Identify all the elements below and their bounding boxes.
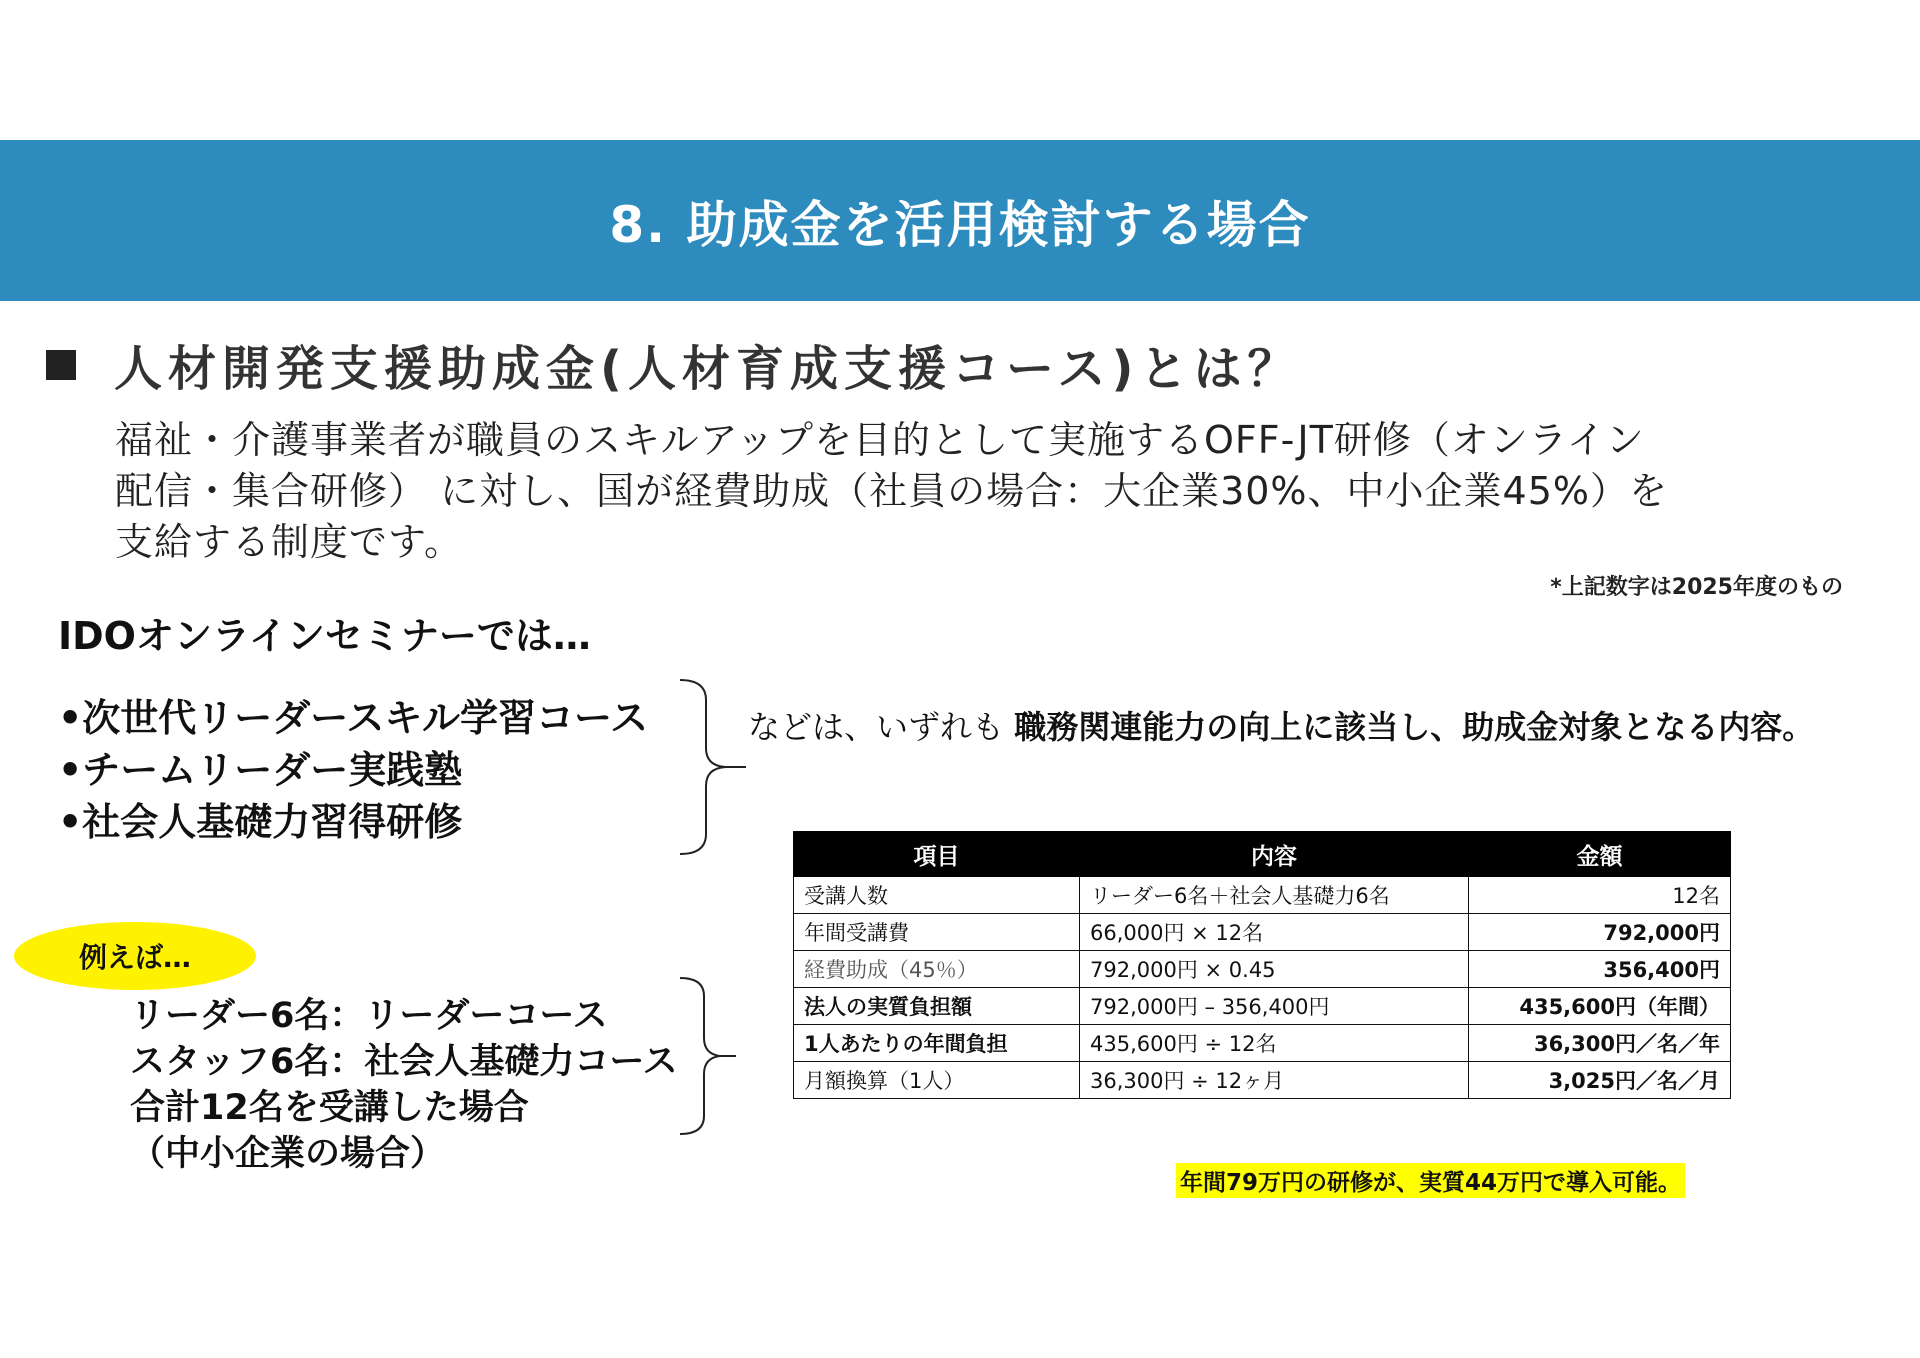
table-cell-item: 月額換算（1人） <box>794 1062 1080 1099</box>
example-bracket-icon <box>678 976 738 1136</box>
course-item: •次世代リーダースキル学習コース <box>58 696 649 740</box>
eligibility-emphasis: 職務関連能力の向上に該当し、助成金対象となる内容。 <box>1014 708 1815 746</box>
table-cell-item: 法人の実質負担額 <box>794 988 1080 1025</box>
eligibility-prefix: などは、いずれも <box>748 708 1015 746</box>
course-bracket-icon <box>678 678 748 856</box>
description-paragraph <box>115 415 1835 568</box>
table-cell-item: 受講人数 <box>794 877 1080 914</box>
description-line: 配信・集合研修） に対し、国が経費助成（社員の場合：大企業30%、中小企業45%）を <box>115 469 1669 513</box>
table-cell-content: 66,000円 × 12名 <box>1080 914 1469 951</box>
table-cell-content: 792,000円 × 0.45 <box>1080 951 1469 988</box>
section-heading <box>46 330 1301 399</box>
table-cell-item: 年間受講費 <box>794 914 1080 951</box>
title-banner <box>0 140 1920 301</box>
table-row <box>794 951 1731 988</box>
table-row <box>794 988 1731 1025</box>
example-badge <box>14 922 256 990</box>
square-bullet-icon <box>46 350 76 380</box>
example-line: 合計12名を受講した場合 <box>130 1088 529 1128</box>
course-list <box>58 692 648 848</box>
table-cell-content: 792,000円 – 356,400円 <box>1080 988 1469 1025</box>
example-line: スタッフ6名：社会人基礎力コース <box>130 1042 678 1082</box>
table-cell-amount: 356,400円 <box>1469 951 1731 988</box>
table-cell-amount: 435,600円（年間） <box>1469 988 1731 1025</box>
example-line: リーダー6名：リーダーコース <box>130 996 608 1036</box>
table-cell-amount: 3,025円／名／月 <box>1469 1062 1731 1099</box>
table-cell-content: リーダー6名＋社会人基礎力6名 <box>1080 877 1469 914</box>
table-cell-content: 435,600円 ÷ 12名 <box>1080 1025 1469 1062</box>
description-line: 福祉・介護事業者が職員のスキルアップを目的として実施するOFF-JT研修（オンライン <box>115 418 1645 462</box>
table-cell-content: 36,300円 ÷ 12ヶ月 <box>1080 1062 1469 1099</box>
table-row <box>794 877 1731 914</box>
table-cell-amount: 36,300円／名／年 <box>1469 1025 1731 1062</box>
description-line: 支給する制度です。 <box>115 520 463 564</box>
section-heading-text: 人材開発支援助成金(人材育成支援コース)とは？ <box>114 341 1302 397</box>
page-title: 8. 助成金を活用検討する場合 <box>609 195 1311 254</box>
example-badge-label: 例えば… <box>78 941 191 974</box>
example-details <box>130 993 678 1177</box>
table-cell-item: 経費助成（45％） <box>794 951 1080 988</box>
table-cell-amount: 12名 <box>1469 877 1731 914</box>
table-row <box>794 914 1731 951</box>
conclusion-highlight: 年間79万円の研修が、実質44万円で導入可能。 <box>1176 1163 1685 1198</box>
table-header-row <box>794 832 1731 877</box>
table-header-item: 項目 <box>794 832 1080 877</box>
table-row <box>794 1062 1731 1099</box>
footnote: *上記数字は2025年度のもの <box>1550 575 1843 600</box>
table-header-content: 内容 <box>1080 832 1469 877</box>
table-header-amount: 金額 <box>1469 832 1731 877</box>
cost-table <box>793 831 1731 1099</box>
table-cell-amount: 792,000円 <box>1469 914 1731 951</box>
example-line: （中小企業の場合） <box>130 1134 446 1174</box>
course-item: •チームリーダー実践塾 <box>58 748 463 792</box>
seminar-heading: IDOオンラインセミナーでは… <box>58 614 591 658</box>
eligibility-statement <box>748 702 1814 748</box>
table-row <box>794 1025 1731 1062</box>
course-item: •社会人基礎力習得研修 <box>58 800 463 844</box>
table-cell-item: 1人あたりの年間負担 <box>794 1025 1080 1062</box>
